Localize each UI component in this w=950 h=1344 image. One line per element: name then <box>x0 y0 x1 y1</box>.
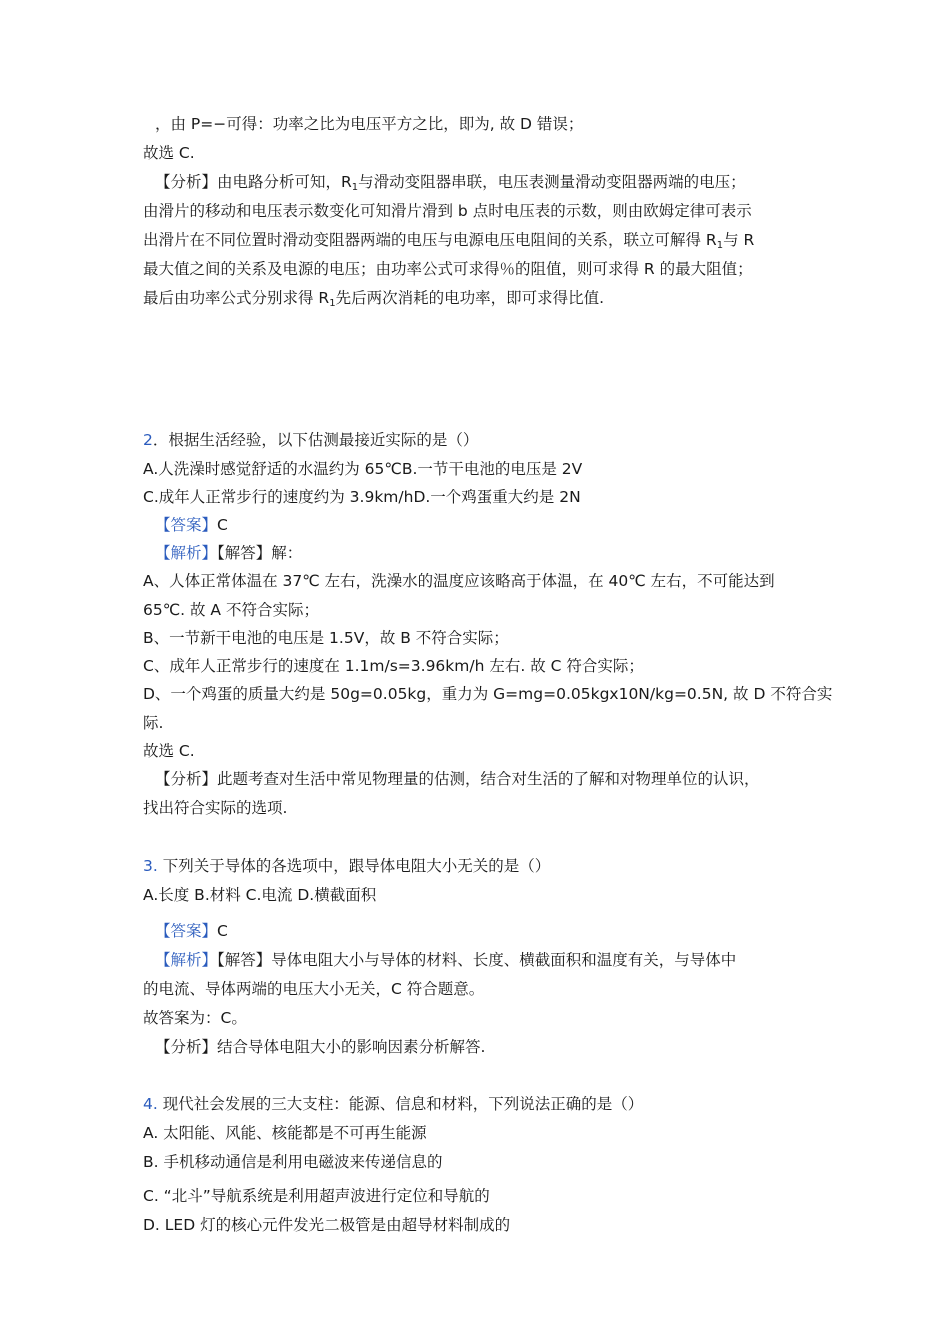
text-line: ，由 P=−可得：功率之比为电压平方之比，即为, 故 D 错误； <box>155 115 584 133</box>
explanation-label: 【解析】 <box>155 544 218 562</box>
question-number: 4. <box>143 1095 158 1113</box>
text-line: 故选 C. <box>143 742 195 760</box>
question-4-stem <box>143 1094 643 1114</box>
question-3-stem <box>143 856 550 876</box>
explanation-label: 【解析】 <box>155 951 218 969</box>
text-span: 与 R <box>723 231 755 249</box>
question-number: 3. <box>143 857 158 875</box>
subscript: 1 <box>716 240 724 251</box>
text-span: 现代社会发展的三大支柱：能源、信息和材料，下列说法正确的是（） <box>162 1095 644 1113</box>
text-line: 故选 C. <box>143 144 195 162</box>
text-line: 找出符合实际的选项. <box>143 799 288 817</box>
answer-label: 【答案】 <box>155 516 218 534</box>
text-line <box>143 288 604 308</box>
text-line: 65℃. 故 A 不符合实际； <box>143 601 319 619</box>
text-span: 与滑动变阻器串联，电压表测量滑动变阻器两端的电压； <box>358 173 746 191</box>
text-span: 【分析】由电路分析可知，R <box>155 173 352 191</box>
answer-value: C <box>217 516 228 534</box>
answer-line <box>155 921 228 941</box>
subscript: 1 <box>329 298 336 309</box>
text-span: 【解答】解： <box>217 544 303 562</box>
question-2-options-ab: A.人洗澡时感觉舒适的水温约为 65℃B.一节干电池的电压是 2V <box>143 460 583 478</box>
text-line: 最大值之间的关系及电源的电压；由功率公式可求得％的阻值，则可求得 R 的最大阻值； <box>143 260 753 278</box>
text-line: 由滑片的移动和电压表示数变化可知滑片滑到 b 点时电压表的示数，则由欧姆定律可表示 <box>143 202 752 220</box>
question-number: 2 <box>143 431 153 449</box>
text-span: 出滑片在不同位置时滑动变阻器两端的电压与电源电压电阻间的关系，联立可解得 R <box>143 231 717 249</box>
option-c: C. “北斗”导航系统是利用超声波进行定位和导航的 <box>143 1187 490 1205</box>
option-d: D. LED 灯的核心元件发光二极管是由超导材料制成的 <box>143 1216 511 1234</box>
option-a: A. 太阳能、风能、核能都是不可再生能源 <box>143 1124 427 1142</box>
text-line: 故答案为：C。 <box>143 1009 247 1027</box>
analysis-line: 【分析】结合导体电阻大小的影响因素分析解答. <box>155 1038 486 1056</box>
analysis-line <box>155 172 746 192</box>
text-span: 最后由功率公式分别求得 R <box>143 289 330 307</box>
explanation-header <box>155 543 302 563</box>
answer-line <box>155 515 228 535</box>
text-line: B、一节新干电池的电压是 1.5V，故 B 不符合实际； <box>143 629 509 647</box>
question-2-options-cd: C.成年人正常步行的速度约为 3.9km/hD.一个鸡蛋重大约是 2N <box>143 488 581 506</box>
text-line: D、一个鸡蛋的质量大约是 50g=0.05kg，重力为 G=mg=0.05kgx10N/kg=0.5N, 故 D 不符合实 <box>143 685 833 703</box>
text-line: 的电流、导体两端的电压大小无关，C 符合题意。 <box>143 980 485 998</box>
explanation-line <box>155 950 736 970</box>
text-span: 【解答】导体电阻大小与导体的材料、长度、横截面积和温度有关，与导体中 <box>217 951 737 969</box>
text-line: 际. <box>143 714 164 732</box>
option-b: B. 手机移动通信是利用电磁波来传递信息的 <box>143 1153 443 1171</box>
text-span: 下列关于导体的各选项中，跟导体电阻大小无关的是（） <box>162 857 551 875</box>
answer-value: C <box>217 922 228 940</box>
subscript: 1 <box>351 182 359 193</box>
text-line: C、成年人正常步行的速度在 1.1m/s=3.96km/h 左右. 故 C 符合实际； <box>143 657 644 675</box>
question-2-stem <box>143 430 478 450</box>
text-line <box>143 230 754 250</box>
analysis-line: 【分析】此题考查对生活中常见物理量的估测，结合对生活的了解和对物理单位的认识， <box>155 770 760 788</box>
answer-label: 【答案】 <box>155 922 218 940</box>
text-line: A、人体正常体温在 37℃ 左右，洗澡水的温度应该略高于体温，在 40℃ 左右，不可能达到 <box>143 572 775 590</box>
text-span: ．根据生活经验，以下估测最接近实际的是（） <box>152 431 479 449</box>
question-3-options: A.长度 B.材料 C.电流 D.横截面积 <box>143 886 377 904</box>
text-span: 先后两次消耗的电功率，即可求得比值. <box>335 289 605 307</box>
